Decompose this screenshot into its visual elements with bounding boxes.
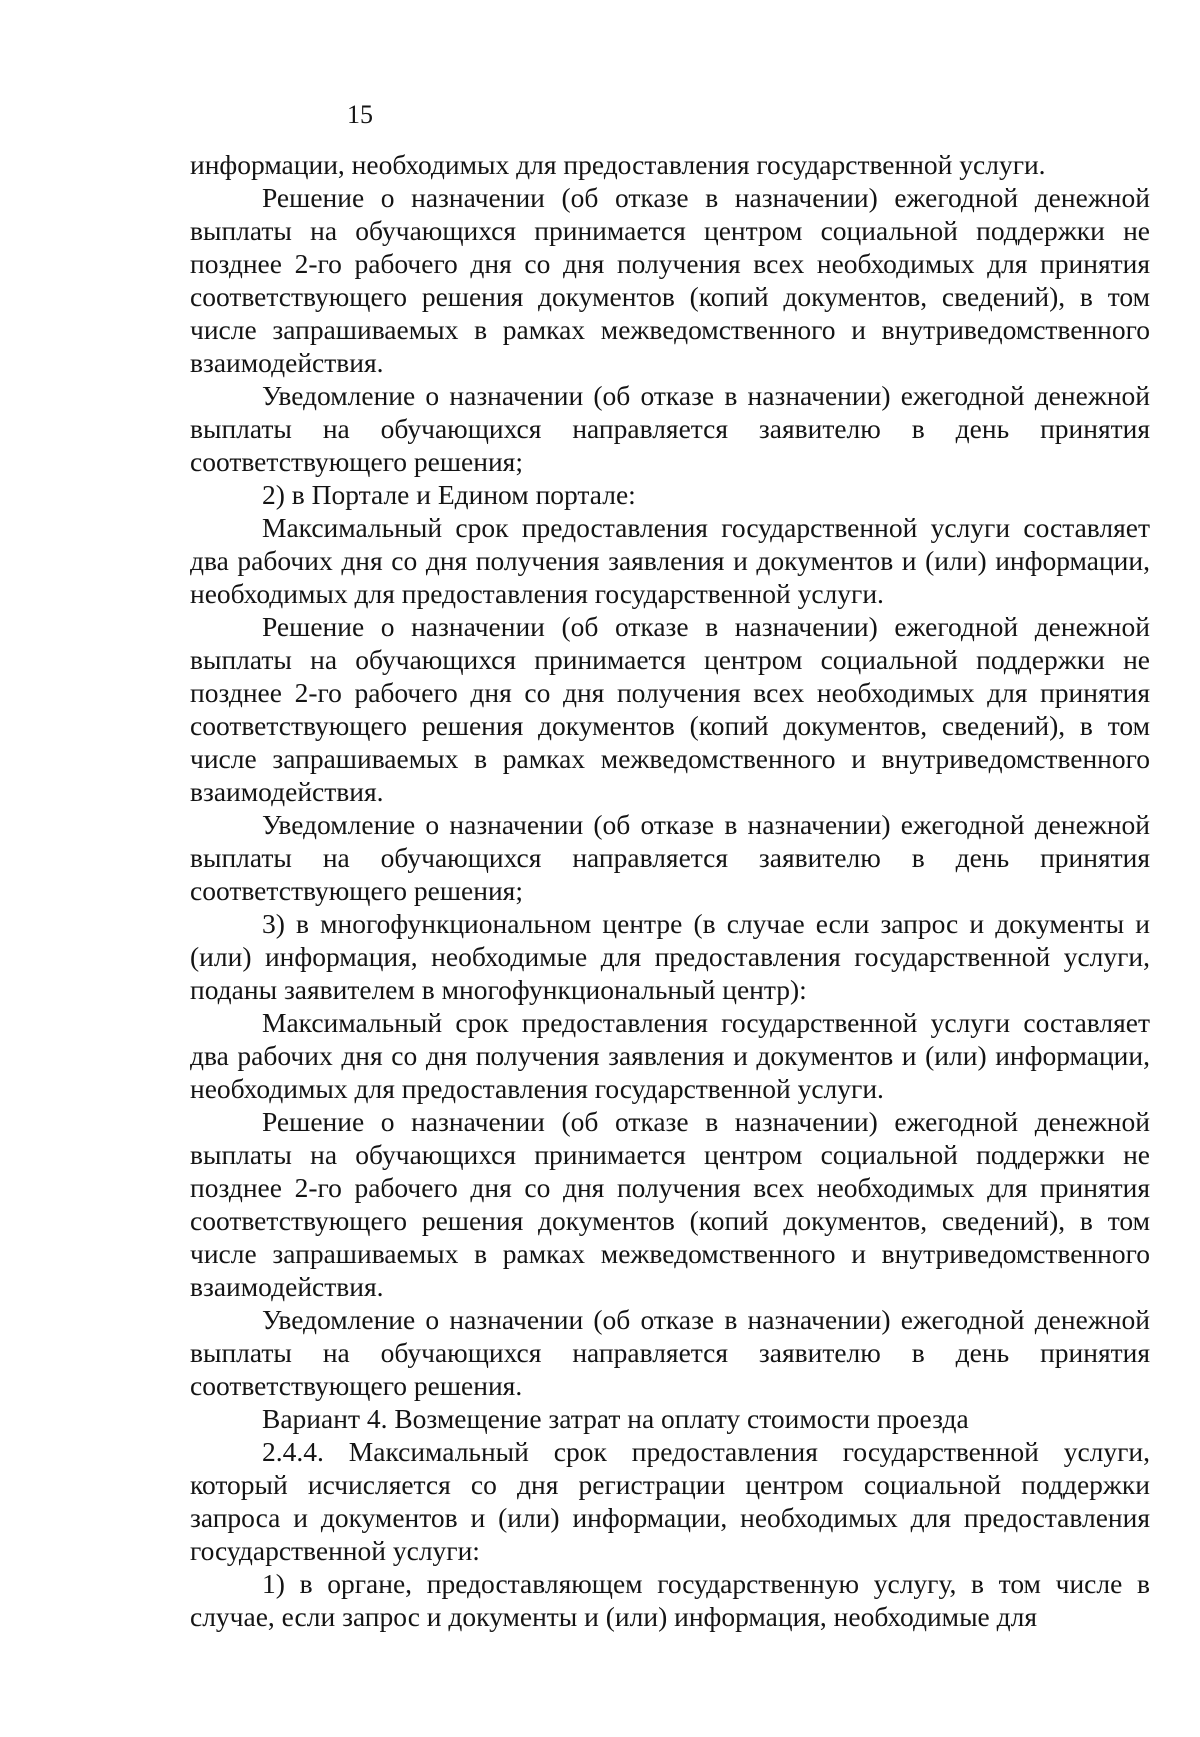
paragraph: Максимальный срок предоставления государственной услуги составляет два рабочих дня со дня получения заявления и документов и (или) информации, необходимых для предоставления государственной услуги.: [190, 512, 1150, 609]
section-heading: Вариант 4. Возмещение затрат на оплату стоимости проезда: [262, 1403, 969, 1434]
page-number: 15: [347, 100, 373, 129]
paragraph: Уведомление о назначении (об отказе в назначении) ежегодной денежной выплаты на обучающихся направляется заявителю в день принятия соответствующего решения;: [190, 809, 1150, 906]
paragraph: 1) в органе, предоставляющем государственную услугу, в том числе в случае, если запрос и документы и (или) информация, необходимые для: [190, 1568, 1150, 1632]
paragraph: Уведомление о назначении (об отказе в назначении) ежегодной денежной выплаты на обучающихся направляется заявителю в день принятия соответствующего решения.: [190, 1304, 1150, 1401]
paragraph: 2.4.4. Максимальный срок предоставления государственной услуги, который исчисляется со дня регистрации центром социальной поддержки запроса и документов и (или) информации, необходимых для предоставления государственной услуги:: [190, 1436, 1150, 1566]
document-body: [190, 148, 1150, 1633]
paragraph: Решение о назначении (об отказе в назначении) ежегодной денежной выплаты на обучающихся принимается центром социальной поддержки не позднее 2-го рабочего дня со дня получения всех необходимых для принятия соответствующего решения документов (копий документов, сведений), в том числе запрашиваемых в рамках межведомственного и внутриведомственного взаимодействия.: [190, 1106, 1150, 1302]
paragraph: 3) в многофункциональном центре (в случае если запрос и документы и (или) информация, необходимые для предоставления государственной услуги, поданы заявителем в многофункциональный центр):: [190, 908, 1150, 1005]
paragraph: информации, необходимых для предоставления государственной услуги.: [190, 149, 1046, 180]
paragraph: Максимальный срок предоставления государственной услуги составляет два рабочих дня со дня получения заявления и документов и (или) информации, необходимых для предоставления государственной услуги.: [190, 1007, 1150, 1104]
paragraph: 2) в Портале и Едином портале:: [262, 479, 636, 510]
paragraph: Уведомление о назначении (об отказе в назначении) ежегодной денежной выплаты на обучающихся направляется заявителю в день принятия соответствующего решения;: [190, 380, 1150, 477]
paragraph: Решение о назначении (об отказе в назначении) ежегодной денежной выплаты на обучающихся принимается центром социальной поддержки не позднее 2-го рабочего дня со дня получения всех необходимых для принятия соответствующего решения документов (копий документов, сведений), в том числе запрашиваемых в рамках межведомственного и внутриведомственного взаимодействия.: [190, 611, 1150, 807]
paragraph: Решение о назначении (об отказе в назначении) ежегодной денежной выплаты на обучающихся принимается центром социальной поддержки не позднее 2-го рабочего дня со дня получения всех необходимых для принятия соответствующего решения документов (копий документов, сведений), в том числе запрашиваемых в рамках межведомственного и внутриведомственного взаимодействия.: [190, 182, 1150, 378]
